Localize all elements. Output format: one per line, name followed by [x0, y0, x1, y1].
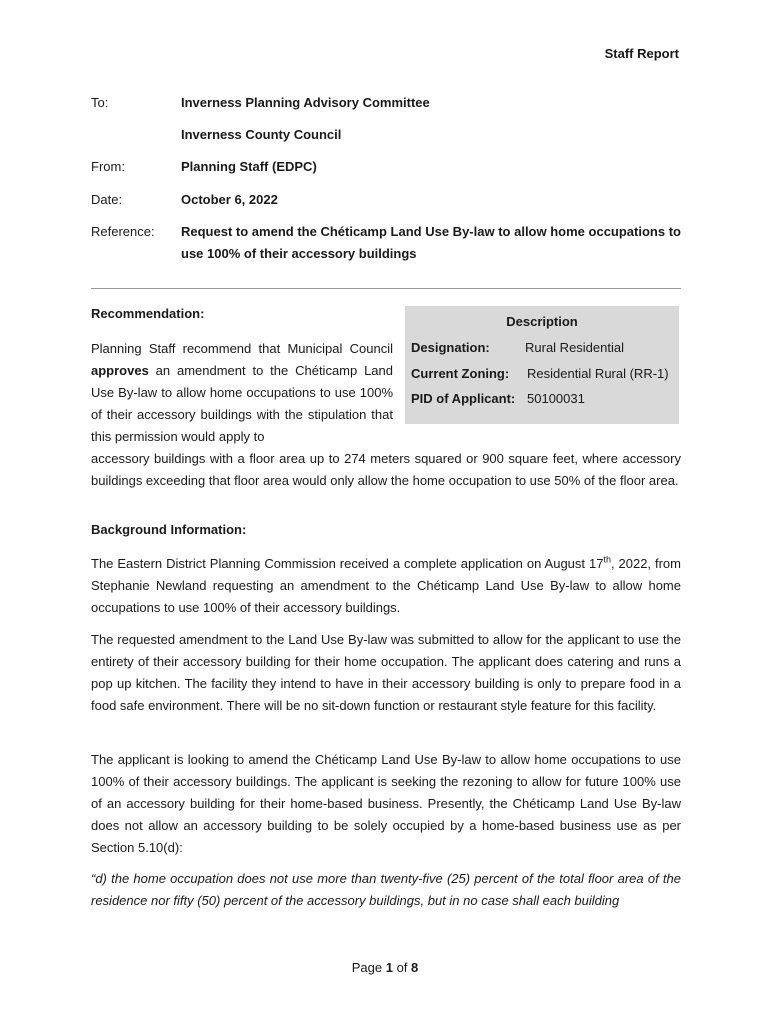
to-value-council: Inverness County Council [181, 127, 342, 142]
recommendation-text-after: an amendment to the Chéticamp Land Use By-law to allow home occupations to use 100% of their accessory buildings with the stipulation that this permission would apply to [91, 363, 393, 444]
bylaw-quote: “d) the home occupation does not use more than twenty-five (25) percent of the total floor area of the residence nor fifty (50) percent of the accessory buildings, but in no case shall each building [91, 871, 681, 908]
footer-page-total: 8 [411, 960, 419, 975]
background-p1-before: The Eastern District Planning Commission received a complete application on August 17 [91, 556, 604, 571]
footer-page-number: 1 [385, 960, 393, 975]
recommendation-text-before: Planning Staff recommend that Municipal Council [91, 341, 393, 356]
from-value: Planning Staff (EDPC) [181, 159, 317, 174]
background-p1-superscript: th [603, 554, 611, 565]
recommendation-continuation: accessory buildings with a floor area up to 274 meters squared or 900 square feet, where accessory buildings exceeding that floor area would only allow the home occupation to use 50% of the floor area. [91, 451, 681, 488]
report-label: Staff Report [604, 46, 679, 61]
zoning-value: Residential Rural (RR-1) [527, 366, 669, 381]
date-value: October 6, 2022 [181, 192, 278, 207]
header-divider [91, 288, 681, 289]
page-footer [0, 960, 770, 975]
to-label: To: [91, 95, 109, 110]
zoning-key: Current Zoning: [411, 366, 510, 381]
footer-page-prefix: Page [351, 960, 383, 975]
to-value-committee: Inverness Planning Advisory Committee [181, 95, 430, 110]
pid-key: PID of Applicant: [411, 391, 516, 406]
reference-label: Reference: [91, 224, 155, 239]
background-paragraph-2: The requested amendment to the Land Use By-law was submitted to allow for the applicant to use the entirety of their accessory building for their home occupation. The applicant does catering and runs a pop up kitchen. The facility they intend to have in their accessory building is only to prepare food in a food safe environment. There will be no sit-down function or restaurant style feature for this facility. [91, 632, 681, 713]
designation-key: Designation: [411, 340, 490, 355]
description-title: Description [506, 314, 578, 329]
background-paragraph-1 [91, 553, 681, 619]
date-label: Date: [91, 192, 123, 207]
reference-value: Request to amend the Chéticamp Land Use By-law to allow home occupations to use 100% of their accessory buildings [181, 224, 681, 261]
recommendation-heading: Recommendation: [91, 306, 205, 321]
pid-value: 50100031 [527, 391, 585, 406]
from-label: From: [91, 159, 125, 174]
background-heading: Background Information: [91, 522, 247, 537]
recommendation-paragraph [91, 338, 393, 448]
background-p1-after: , 2022, from Stephanie Newland requesting an amendment to the Chéticamp Land Use By-law to allow home occupations to use 100% of their accessory buildings. [91, 556, 681, 615]
footer-page-of: of [396, 960, 408, 975]
recommendation-bold-word: approves [91, 363, 149, 378]
description-box [405, 306, 679, 424]
background-paragraph-3: The applicant is looking to amend the Chéticamp Land Use By-law to allow home occupations to use 100% of their accessory buildings. The applicant is seeking the rezoning to allow for future 100% use of an accessory building for their home-based business. Presently, the Chéticamp Land Use By-law does not allow an accessory building to be solely occupied by a home-based business use as per Section 5.10(d): [91, 752, 681, 855]
designation-value: Rural Residential [525, 340, 624, 355]
